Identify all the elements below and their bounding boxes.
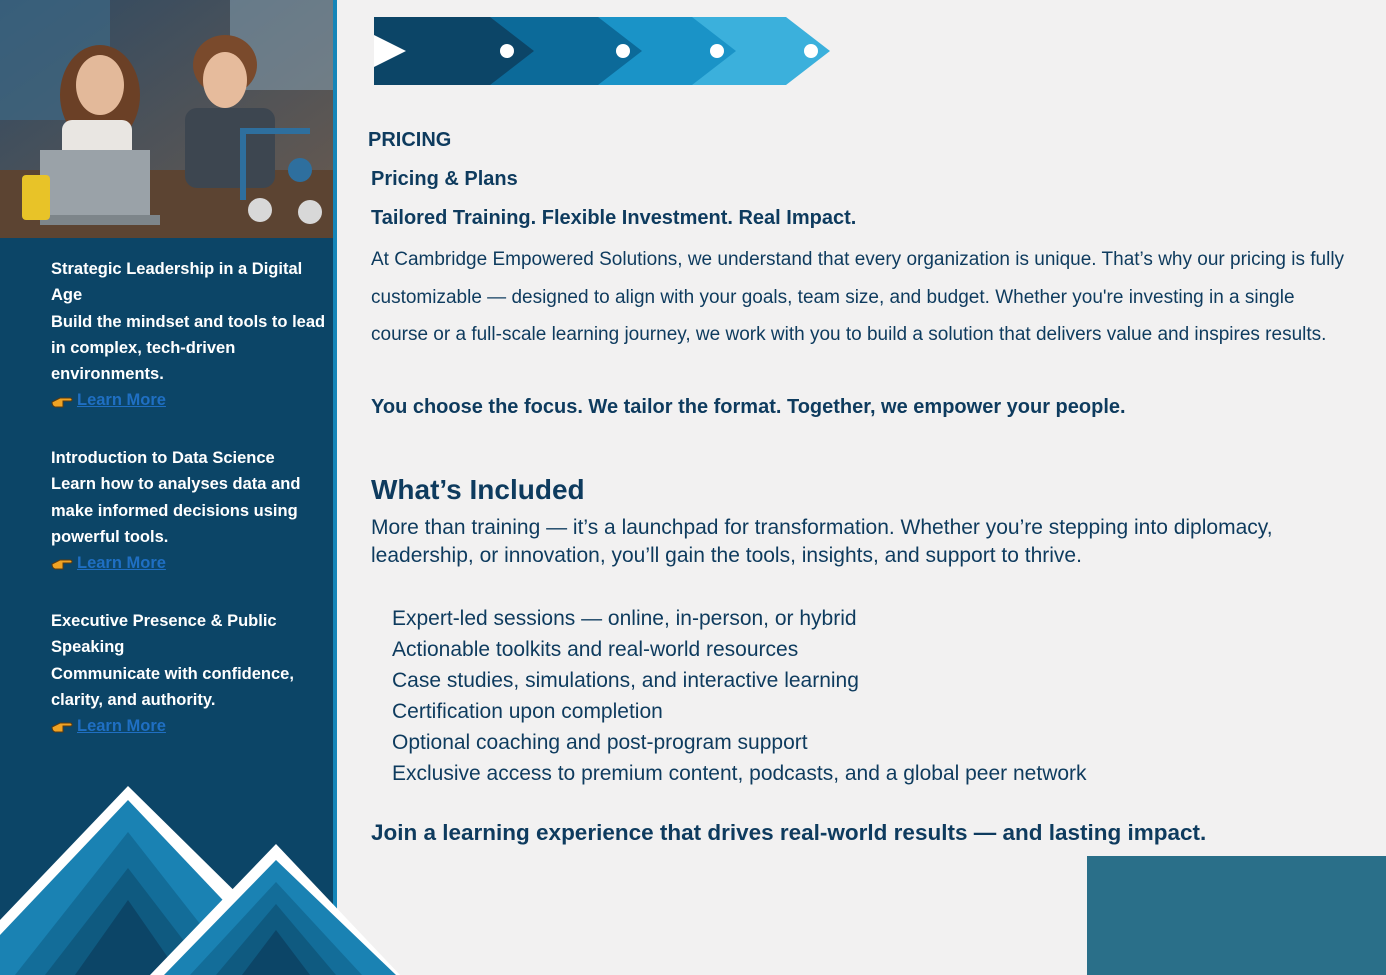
learn-more-row [51, 550, 329, 576]
learn-more-link[interactable]: Learn More [77, 717, 166, 736]
course-title: Introduction to Data Science [51, 449, 275, 467]
learn-more-row [51, 387, 329, 413]
list-item: Case studies, simulations, and interactive learning [392, 669, 859, 692]
course-title: Strategic Leadership in a Digital Age [51, 260, 303, 305]
included-heading: What’s Included [371, 474, 585, 505]
course-card [51, 608, 329, 739]
learn-more-row [51, 713, 329, 739]
decorative-corner-block [1087, 856, 1386, 975]
pointing-hand-icon [51, 555, 73, 571]
learn-more-link[interactable]: Learn More [77, 391, 166, 410]
course-title: Executive Presence & Public Speaking [51, 612, 277, 657]
list-item: Actionable toolkits and real-world resources [392, 638, 799, 661]
section-label: PRICING [368, 129, 452, 151]
included-intro: More than training — it’s a launchpad for transformation. Whether you’re stepping into diplomacy, leadership, or innovation, you’ll gain the tools, insights, and support to thrive. [371, 516, 1273, 567]
list-item: Certification upon completion [392, 700, 663, 723]
mountains-graphic [0, 780, 400, 975]
course-description: Build the mindset and tools to lead in complex, tech-driven environments. [51, 312, 326, 384]
course-card [51, 256, 329, 414]
learn-more-link[interactable]: Learn More [77, 554, 166, 573]
course-card [51, 445, 329, 576]
included-list [392, 603, 1087, 789]
course-description: Communicate with confidence, clarity, and authority. [51, 664, 294, 709]
tagline: You choose the focus. We tailor the format. Together, we empower your people. [371, 396, 1126, 418]
list-item: Optional coaching and post-program support [392, 731, 808, 754]
page-subtitle: Tailored Training. Flexible Investment. Real Impact. [371, 207, 857, 229]
pointing-hand-icon [51, 718, 73, 734]
intro-paragraph: At Cambridge Empowered Solutions, we understand that every organization is unique. That’s why our pricing is fully customizable — designed to align with your goals, team size, and budget. Whether you're investing in a single course or a full-scale learning journey, we work with you to build a solution that delivers value and inspires results. [371, 249, 1345, 345]
process-arrow-icon [374, 17, 834, 87]
closing-statement: Join a learning experience that drives real-world results — and lasting impact. [371, 820, 1207, 845]
list-item: Exclusive access to premium content, podcasts, and a global peer network [392, 762, 1087, 785]
pointing-hand-icon [51, 393, 73, 409]
page-title: Pricing & Plans [371, 168, 518, 190]
course-description: Learn how to analyses data and make informed decisions using powerful tools. [51, 475, 301, 546]
list-item: Expert-led sessions — online, in-person, or hybrid [392, 607, 857, 630]
students-robotics-photo [0, 0, 335, 238]
